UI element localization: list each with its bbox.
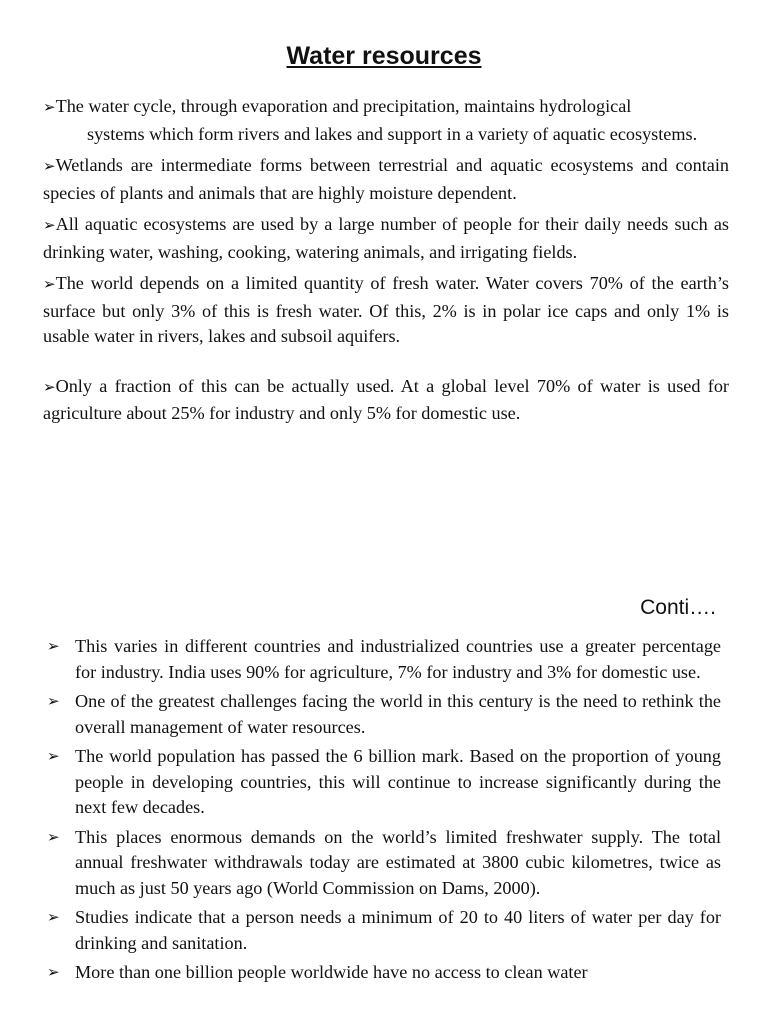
paragraph-wetlands (43, 153, 729, 206)
arrow-bullet-icon: ➢ (43, 218, 56, 234)
section-continued-list (43, 634, 721, 990)
page-title: Water resources (286, 42, 482, 70)
arrow-bullet-icon: ➢ (43, 379, 56, 396)
list-item (43, 744, 721, 821)
arrow-bullet-icon: ➢ (43, 159, 56, 175)
paragraph-text: Wetlands are intermediate forms between terrestrial and aquatic ecosystems and contain species of plants and animals that are highly moisture dependent. (43, 155, 729, 203)
list-item-text: This places enormous demands on the world’s limited freshwater supply. The total annual freshwater withdrawals today are estimated at 3800 cubic kilometres, twice as much as just 50 years ago (World Commission on Dams, 2000). (75, 826, 721, 898)
paragraph-water-cycle (43, 94, 729, 147)
paragraph-text: Only a fraction of this can be actually used. At a global level 70% of water is used for agriculture about 25% for industry and only 5% for domestic use. (43, 375, 729, 423)
paragraph-text: All aquatic ecosystems are used by a large number of people for their daily needs such as drinking water, washing, cooking, watering animals, and irrigating fields. (43, 214, 729, 262)
continued-label: Conti…. (640, 596, 716, 619)
paragraph-aquatic-uses (43, 212, 729, 265)
arrow-bullet-icon: ➢ (47, 965, 60, 981)
arrow-bullet-icon: ➢ (47, 829, 60, 846)
arrow-bullet-icon: ➢ (47, 749, 60, 765)
arrow-bullet-icon: ➢ (47, 639, 60, 655)
paragraph-text: The world depends on a limited quantity of fresh water. Water covers 70% of the earth’s surface but only 3% of this is fresh water. Of this, 2% is in polar ice caps and only 1% is usable water in rivers, lakes and subsoil aquifers. (43, 273, 729, 346)
list-item-text: Studies indicate that a person needs a minimum of 20 to 40 liters of water per day for drinking and sanitation. (75, 907, 721, 953)
list-item-text: The world population has passed the 6 billion mark. Based on the proportion of young people in developing countries, this will continue to increase significantly during the next few decades. (75, 746, 721, 817)
list-item-text: More than one billion people worldwide have no access to clean water (75, 962, 588, 982)
section-water-resources (43, 94, 729, 433)
paragraph-fresh-water (43, 271, 729, 350)
arrow-bullet-icon: ➢ (47, 910, 60, 926)
arrow-bullet-icon: ➢ (43, 100, 56, 116)
list-item-text: One of the greatest challenges facing the world in this century is the need to rethink the overall management of water resources. (75, 691, 721, 737)
paragraph-usage-fraction (43, 374, 729, 427)
list-item (43, 825, 721, 902)
list-item (43, 634, 721, 685)
list-item (43, 689, 721, 740)
arrow-bullet-icon: ➢ (43, 277, 56, 293)
list-item-text: This varies in different countries and industrialized countries use a greater percentage for industry. India uses 90% for agriculture, 7% for industry and 3% for domestic use. (75, 636, 721, 682)
paragraph-text-continued: systems which form rivers and lakes and support in a variety of aquatic ecosystems. (87, 123, 698, 144)
list-item (43, 905, 721, 956)
paragraph-text: The water cycle, through evaporation and precipitation, maintains hydrological (55, 96, 632, 116)
list-item (43, 960, 721, 986)
arrow-bullet-icon: ➢ (47, 694, 60, 710)
